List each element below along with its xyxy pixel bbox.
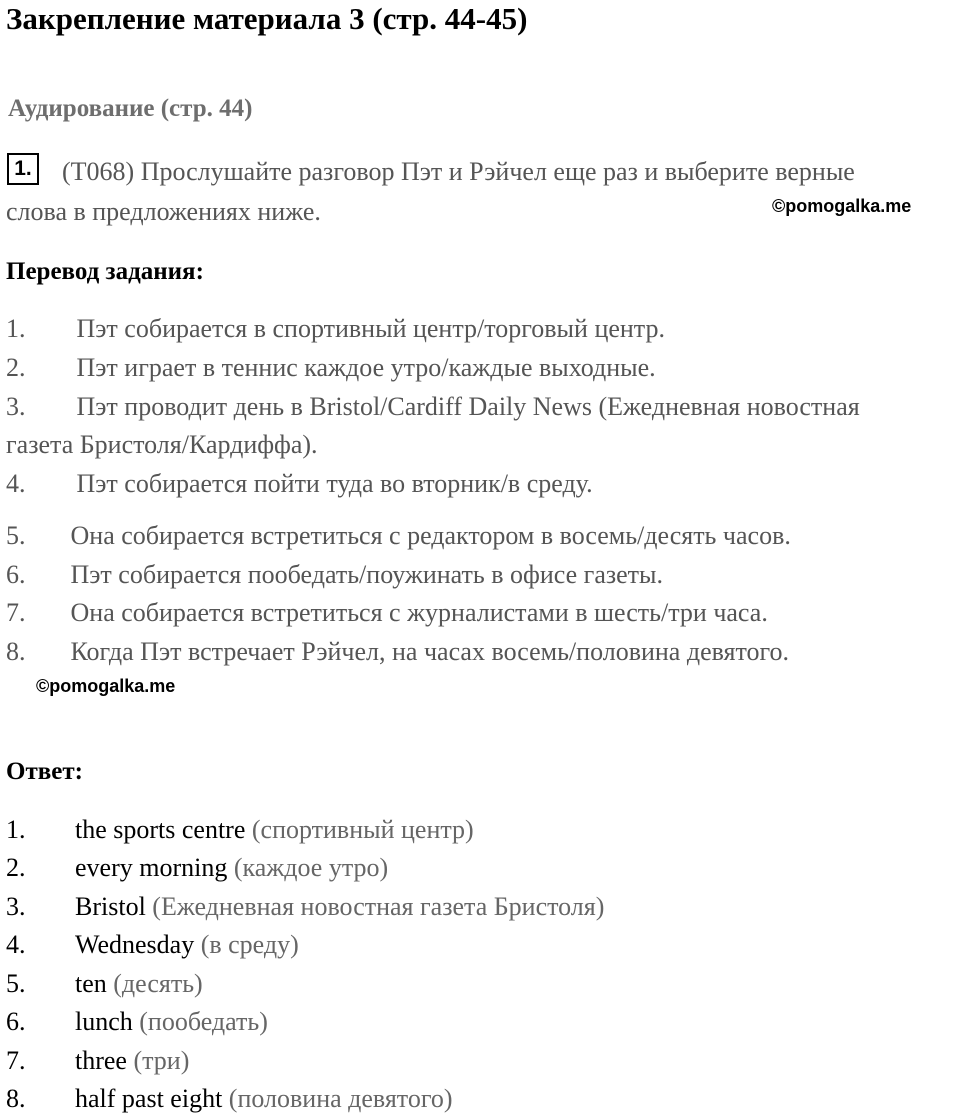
translation-item	[6, 635, 789, 669]
answer-english: ten	[75, 969, 107, 998]
answer-russian: (три)	[133, 1046, 190, 1075]
item-text: Когда Пэт встречает Рэйчел, на часах восемь/половина девятого.	[70, 637, 790, 666]
answer-number: 1.	[6, 815, 26, 844]
answer-number: 7.	[6, 1046, 26, 1075]
watermark-middle: ©pomogalka.me	[36, 676, 176, 696]
page-title: Закрепление материала 3 (стр. 44-45)	[6, 1, 528, 36]
translation-item	[6, 390, 860, 424]
translation-item	[6, 596, 768, 630]
translation-item-continuation: газета Бристоля/Кардиффа).	[6, 430, 318, 459]
answer-number: 2.	[6, 853, 26, 882]
translation-item	[6, 351, 656, 385]
item-text: Пэт собирается в спортивный центр/торговый центр.	[76, 314, 665, 343]
translation-item	[6, 467, 593, 501]
item-number: 3.	[6, 392, 26, 421]
item-number: 6.	[6, 560, 26, 589]
item-number: 5.	[6, 521, 26, 550]
item-number: 2.	[6, 353, 26, 382]
answer-russian: (спортивный центр)	[251, 815, 474, 844]
answer-russian: (половина девятого)	[228, 1084, 453, 1113]
answer-number: 3.	[6, 892, 26, 921]
answer-english: lunch	[75, 1007, 133, 1036]
answer-english: Wednesday	[75, 930, 195, 959]
watermark-top: ©pomogalka.me	[772, 196, 912, 216]
item-number: 8.	[6, 637, 26, 666]
answer-english: every morning	[75, 853, 228, 882]
translation-heading: Перевод задания:	[6, 258, 204, 285]
translation-item	[6, 312, 665, 346]
translation-item	[6, 558, 663, 592]
answer-russian: (в среду)	[200, 930, 299, 959]
answer-number: 4.	[6, 930, 26, 959]
answer-number: 5.	[6, 969, 26, 998]
task-number-box: 1.	[7, 153, 39, 185]
answer-english: half past eight	[75, 1084, 223, 1113]
item-text: Пэт собирается пообедать/поужинать в офисе газеты.	[70, 560, 664, 589]
item-text: Она собирается встретиться с журналистами в шесть/три часа.	[70, 598, 768, 627]
answer-russian: (пообедать)	[139, 1007, 268, 1036]
task-text-line-2: слова в предложениях ниже.	[6, 197, 321, 226]
answer-english: three	[75, 1046, 127, 1075]
item-number: 4.	[6, 469, 26, 498]
item-text: Пэт собирается пойти туда во вторник/в среду.	[76, 469, 593, 498]
answer-heading: Ответ:	[6, 758, 83, 785]
answer-russian: (десять)	[113, 969, 203, 998]
item-number: 1.	[6, 314, 26, 343]
translation-item	[6, 519, 791, 553]
item-text: Пэт проводит день в Bristol/Cardiff Daily News (Ежедневная новостная	[76, 392, 860, 421]
answer-number: 6.	[6, 1007, 26, 1036]
section-heading: Аудирование (стр. 44)	[8, 95, 253, 122]
answer-russian: (Ежедневная новостная газета Бристоля)	[152, 892, 605, 921]
task-text-line-1: (T068) Прослушайте разговор Пэт и Рэйчел еще раз и выберите верные	[62, 157, 855, 186]
answer-number: 8.	[6, 1084, 26, 1113]
answer-russian: (каждое утро)	[233, 853, 389, 882]
item-text: Она собирается встретиться с редактором в восемь/десять часов.	[70, 521, 791, 550]
answer-english: the sports centre	[75, 815, 246, 844]
item-text: Пэт играет в теннис каждое утро/каждые выходные.	[76, 353, 656, 382]
answer-english: Bristol	[75, 892, 146, 921]
item-number: 7.	[6, 598, 26, 627]
